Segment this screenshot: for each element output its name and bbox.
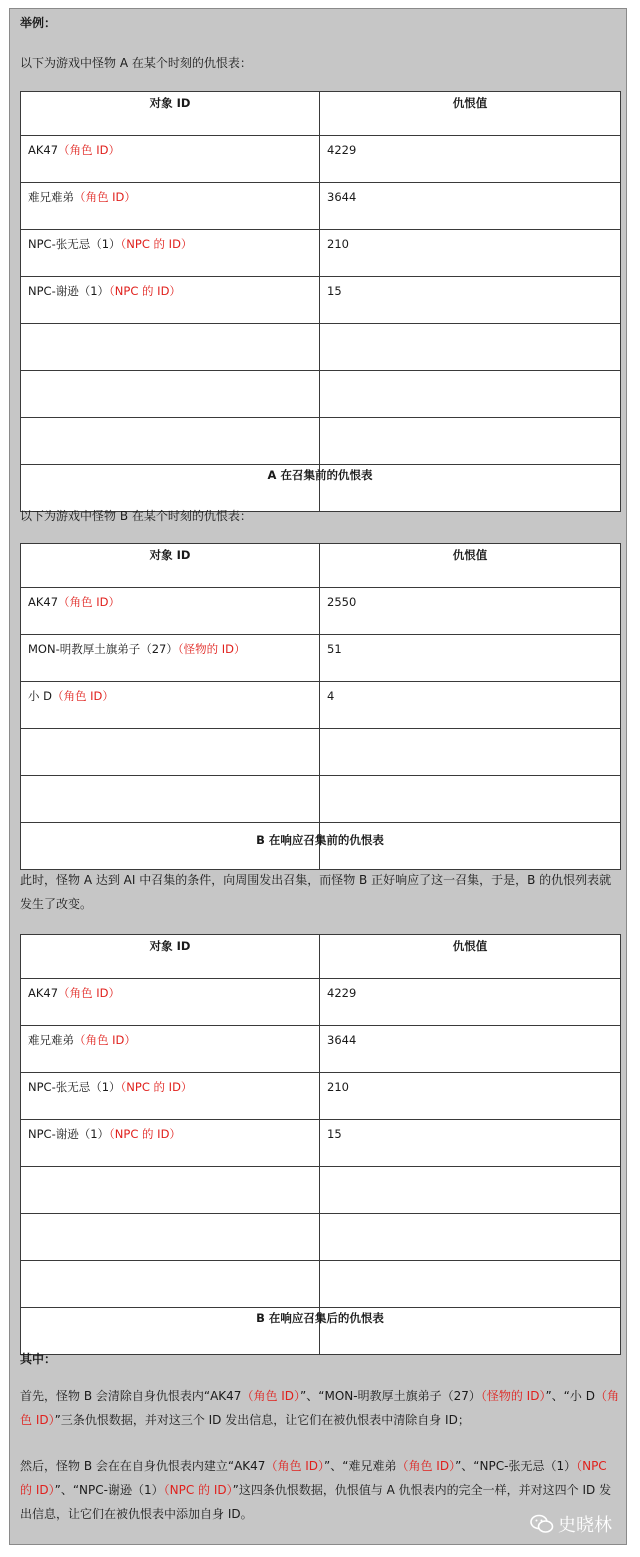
table-row: 小 D（角色 ID） 4	[21, 682, 621, 729]
table-row: 难兄难弟（角色 ID） 3644	[21, 1026, 621, 1073]
column-header-object-id: 对象 ID	[21, 544, 320, 588]
empty-row	[21, 776, 621, 823]
watermark-text: 史晓林	[558, 1515, 612, 1536]
empty-row	[21, 1261, 621, 1308]
empty-row	[21, 324, 621, 371]
table-row: NPC-谢逊（1）（NPC 的 ID） 15	[21, 1120, 621, 1167]
middle-paragraph: 此时，怪物 A 达到 AI 中召集的条件，向周围发出召集，而怪物 B 正好响应了这一召集，于是，B 的仇恨列表就发生了改变。	[20, 873, 612, 911]
empty-row	[21, 1214, 621, 1261]
column-header-hate-value: 仇恨值	[320, 544, 621, 588]
heading: 举例：	[20, 16, 57, 30]
table-row: AK47（角色 ID） 4229	[21, 136, 621, 183]
table-row: MON-明教厚土旗弟子（27）（怪物的 ID） 51	[21, 635, 621, 682]
paragraph-first: 首先，怪物 B 会清除自身仇恨表内“AK47（角色 ID）”、“MON-明教厚土旗弟子（27）（怪物的 ID）”、“小 D（角色 ID）”三条仇恨数据，并对这三个 ID 发出信息，让它们在被仇恨表中清除自身 ID；	[20, 1389, 619, 1427]
intro-b: 以下为游戏中怪物 B 在某个时刻的仇恨表：	[20, 509, 252, 523]
hate-table-c	[20, 934, 621, 1355]
empty-row	[21, 1167, 621, 1214]
among-heading: 其中：	[20, 1352, 57, 1366]
column-header-hate-value: 仇恨值	[320, 935, 621, 979]
intro-a: 以下为游戏中怪物 A 在某个时刻的仇恨表：	[20, 56, 252, 70]
table-row: NPC-张无忌（1）（NPC 的 ID） 210	[21, 1073, 621, 1120]
caption-b: B 在响应召集前的仇恨表	[256, 833, 384, 847]
empty-row	[21, 729, 621, 776]
table-row: NPC-张无忌（1）（NPC 的 ID） 210	[21, 230, 621, 277]
column-header-object-id: 对象 ID	[21, 935, 320, 979]
wechat-icon	[530, 1514, 554, 1534]
column-header-object-id: 对象 ID	[21, 92, 320, 136]
empty-row	[21, 371, 621, 418]
caption-a: A 在召集前的仇恨表	[267, 468, 373, 482]
hate-table-b	[20, 543, 621, 870]
table-row: AK47（角色 ID） 2550	[21, 588, 621, 635]
caption-c: B 在响应召集后的仇恨表	[256, 1311, 384, 1325]
watermark	[530, 1511, 612, 1537]
paragraph-then: 然后，怪物 B 会在在自身仇恨表内建立“AK47（角色 ID）”、“难兄难弟（角色 ID）”、“NPC-张无忌（1）（NPC 的 ID）”、“NPC-谢逊（1）（NPC 的 ID）”这四条仇恨数据，仇恨值与 A 仇恨表内的完全一样，并对这四个 ID 发出信息，让它们在被仇恨表中添加自身 ID。	[20, 1459, 612, 1521]
table-row: NPC-谢逊（1）（NPC 的 ID） 15	[21, 277, 621, 324]
column-header-hate-value: 仇恨值	[320, 92, 621, 136]
table-row: 难兄难弟（角色 ID） 3644	[21, 183, 621, 230]
empty-row	[21, 418, 621, 465]
hate-table-a	[20, 91, 621, 512]
table-row: AK47（角色 ID） 4229	[21, 979, 621, 1026]
